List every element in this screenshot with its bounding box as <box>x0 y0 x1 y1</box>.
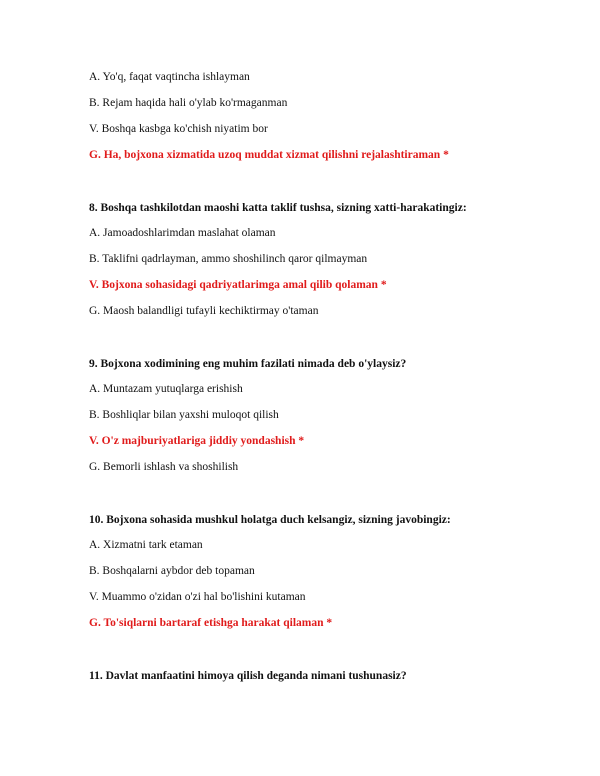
q10-option-b: B. Boshqalarni aybdor deb topaman <box>89 565 255 577</box>
q9-question: 9. Bojxona xodimining eng muhim fazilati nimada deb o'ylaysiz? <box>89 358 407 370</box>
q7-option-b: B. Rejam haqida hali o'ylab ko'rmaganman <box>89 97 288 109</box>
q7-option-g-correct: G. Ha, bojxona xizmatida uzoq muddat xizmat qilishni rejalashtiraman * <box>89 149 449 161</box>
q9-option-v-correct: V. O'z majburiyatlariga jiddiy yondashish * <box>89 435 305 447</box>
q9-option-b: B. Boshliqlar bilan yaxshi muloqot qilish <box>89 409 279 421</box>
q8-option-b: B. Taklifni qadrlayman, ammo shoshilinch qaror qilmayman <box>89 253 368 265</box>
q8-question: 8. Boshqa tashkilotdan maoshi katta taklif tushsa, sizning xatti-harakatingiz: <box>89 202 467 214</box>
q10-option-g-correct: G. To'siqlarni bartaraf etishga harakat qilaman * <box>89 617 333 629</box>
q9-option-a: A. Muntazam yutuqlarga erishish <box>89 383 243 395</box>
q7-option-a: A. Yo'q, faqat vaqtincha ishlayman <box>89 71 250 83</box>
q7-option-v: V. Boshqa kasbga ko'chish niyatim bor <box>89 123 268 135</box>
q10-option-a: A. Xizmatni tark etaman <box>89 539 203 551</box>
q11-question: 11. Davlat manfaatini himoya qilish deganda nimani tushunasiz? <box>89 670 407 682</box>
q9-option-g: G. Bemorli ishlash va shoshilish <box>89 461 239 473</box>
q8-option-g: G. Maosh balandligi tufayli kechiktirmay o'taman <box>89 305 319 317</box>
q10-option-v: V. Muammo o'zidan o'zi hal bo'lishini kutaman <box>89 591 306 603</box>
q8-option-a: A. Jamoadoshlarimdan maslahat olaman <box>89 227 276 239</box>
q8-option-v-correct: V. Bojxona sohasidagi qadriyatlarimga amal qilib qolaman * <box>89 279 387 291</box>
q10-question: 10. Bojxona sohasida mushkul holatga duch kelsangiz, sizning javobingiz: <box>89 514 451 526</box>
